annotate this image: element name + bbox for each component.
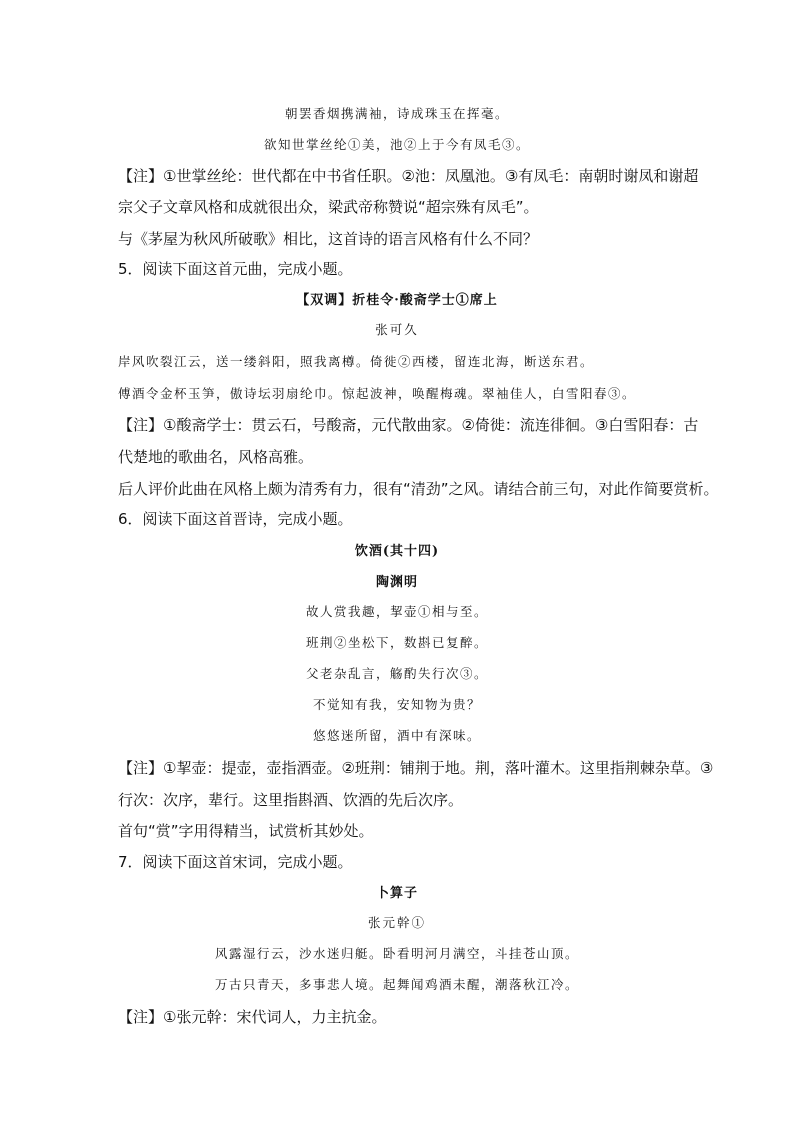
annotation-text: 【注】①世掌丝纶：世代都在中书省任职。②池：凤凰池。③有凤毛：南朝时谢凤和谢超 [118,167,699,185]
poem-author: 陶渊明 [375,575,418,590]
annotation-text: 行次：次序，辈行。这里指斟酒、饮酒的先后次序。 [118,791,464,809]
annotation-text: 【注】①张元幹：宋代词人，力主抗金。 [118,1008,387,1026]
poem-line: 父老杂乱言，觞酌失行次③。 [305,666,488,681]
poem-author: 张元幹① [367,915,426,930]
poem-line: 风露湿行云，沙水迷归艇。卧看明河月满空，斗挂苍山顶。 [214,946,579,961]
question-text: 与《茅屋为秋风所破歌》相比，这首诗的语言风格有什么不同？ [118,230,539,248]
annotation-text: 【注】①挈壶：提壶，壶指酒壶。②班荆：铺荆于地。荆，落叶灌木。这里指荆棘杂草。③ [118,759,714,777]
poem-title: 卜算子 [375,886,418,901]
question-prompt: 5．阅读下面这首元曲，完成小题。 [118,260,353,278]
poem-line: 岸风吹裂江云，送一缕斜阳，照我离樽。倚徙②西楼，留连北海，断送东君。 [118,354,595,369]
poem-line: 班荆②坐松下，数斟已复醉。 [305,635,488,650]
poem-line: 故人赏我趣，挈壶①相与至。 [305,604,488,619]
question-prompt: 7．阅读下面这首宋词，完成小题。 [118,853,353,871]
annotation-text: 宗父子文章风格和成就很出众，梁武帝称赞说“超宗殊有凤毛”。 [118,198,539,216]
poem-line: 悠悠迷所留，酒中有深味。 [312,728,481,743]
poem-line: 万古只青天，多事悲人境。起舞闻鸡酒未醒，潮落秋江冷。 [214,977,579,992]
annotation-text: 【注】①酸斋学士：贯云石，号酸斋，元代散曲家。②倚徙：流连徘徊。③白雪阳春：古 [118,416,699,434]
question-prompt: 6．阅读下面这首晋诗，完成小题。 [118,510,353,528]
poem-line: 不觉知有我，安知物为贵？ [312,697,481,712]
poem-title: 饮酒(其十四) [354,544,440,559]
poem-line: 朝罢香烟携满袖，诗成珠玉在挥毫。 [284,106,509,121]
question-text: 后人评价此曲在风格上颇为清秀有力，很有“清劲”之风。请结合前三句，对此作简要赏析。 [118,480,719,498]
annotation-text: 代楚地的歌曲名，风格高雅。 [118,448,314,466]
poem-author: 张可久 [375,322,419,337]
poem-title: 【双调】折桂令·酸斋学士①席上 [296,293,498,308]
poem-line: 傅酒令金杯玉笋，傲诗坛羽扇纶巾。惊起波神，唤醒梅魂。翠袖佳人，白雪阳春③。 [118,386,637,401]
poem-line: 欲知世掌丝纶①美，池②上于今有凤毛③。 [263,137,530,152]
question-text: 首句“赏”字用得精当，试赏析其妙处。 [118,822,374,840]
